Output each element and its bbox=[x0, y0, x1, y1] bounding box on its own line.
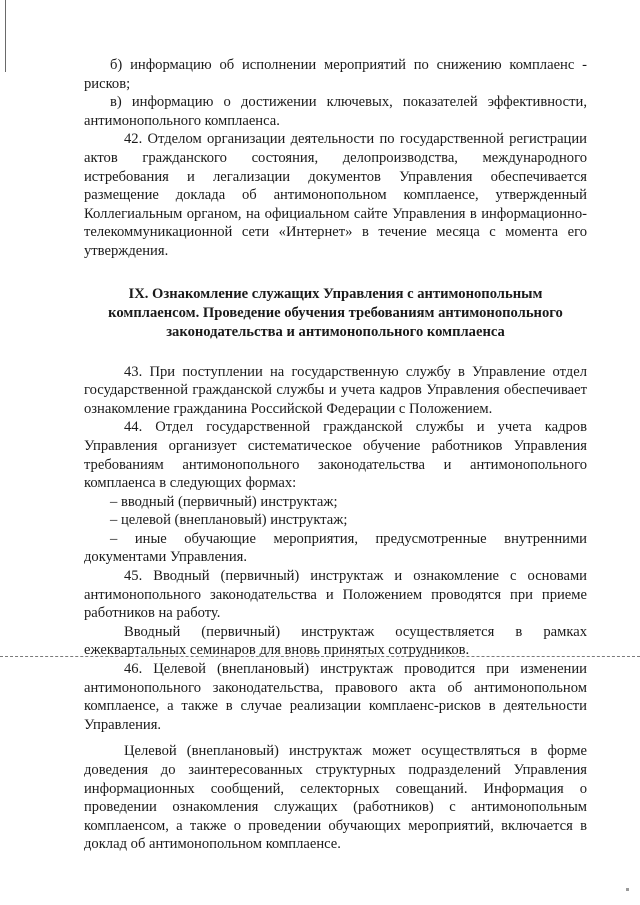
section-heading bbox=[84, 285, 587, 342]
scan-speck bbox=[626, 888, 629, 891]
paragraph-43: 43. При поступлении на государственную службу в Управление отдел государственной гражданской службы и учета кадров Управления обеспечивает ознакомление гражданина Российской Федерации с Положением. bbox=[84, 363, 587, 417]
section-heading-line-3: законодательства и антимонопольного комплаенса bbox=[166, 323, 505, 340]
paragraph-46-detail: Целевой (внеплановый) инструктаж может осуществляться в форме доведения до заинтересованных структурных подразделений Управления информационных сообщений, селекторных совещаний. Информация о проведении ознакомления служащих (работников) с антимонопольным комплаенсом, а также о проведении обучающих мероприятий, включается в доклад об антимонопольном комплаенсе. bbox=[84, 743, 587, 853]
paragraph-44: 44. Отдел государственной гражданской службы и учета кадров Управления организует систематическое обучение работников Управления требованиям антимонопольного законодательства и антимонопольного комплаенса в следующих формах: bbox=[84, 419, 587, 492]
paragraph-45: 45. Вводный (первичный) инструктаж и ознакомление с основами антимонопольного законодательства и Положением проводятся при приеме работников на работу. bbox=[84, 568, 587, 622]
paragraph-v: в) информацию о достижении ключевых, показателей эффективности, антимонопольного комплаенса. bbox=[84, 94, 587, 129]
list-item-other-activities: – иные обучающие мероприятия, предусмотренные внутренними документами Управления. bbox=[84, 530, 587, 566]
paragraph-b: б) информацию об исполнении мероприятий по снижению комплаенс - рисков; bbox=[84, 57, 587, 92]
list-item-intro-briefing: – вводный (первичный) инструктаж; bbox=[110, 493, 338, 510]
paragraph-45-detail: Вводный (первичный) инструктаж осуществляется в рамках ежеквартальных семинаров для вновь принятых сотрудников. bbox=[84, 623, 587, 659]
section-heading-line-1: IX. Ознакомление служащих Управления с антимонопольным bbox=[128, 285, 543, 302]
paragraph-42: 42. Отделом организации деятельности по государственной регистрации актов гражданского состояния, делопроизводства, международного истребования и легализации документов Управления обеспечивается размещение доклада об антимонопольном комплаенсе, утвержденный Коллегиальным органом, на официальном сайте Управления в информационно-телекоммуникационной сети «Интернет» в течение месяца с момента его утверждения. bbox=[84, 131, 587, 259]
section-heading-line-2: комплаенсом. Проведение обучения требованиям антимонопольного bbox=[108, 304, 563, 321]
paragraph-46: 46. Целевой (внеплановый) инструктаж проводится при изменении антимонопольного законодательства, правового акта об антимонопольном комплаенсе, а также в случае реализации комплаенс-рисков в деятельности Управления. bbox=[84, 661, 587, 733]
list-item-target-briefing: – целевой (внеплановый) инструктаж; bbox=[110, 512, 348, 529]
scan-margin-mark bbox=[5, 0, 6, 72]
document-body bbox=[84, 56, 587, 854]
